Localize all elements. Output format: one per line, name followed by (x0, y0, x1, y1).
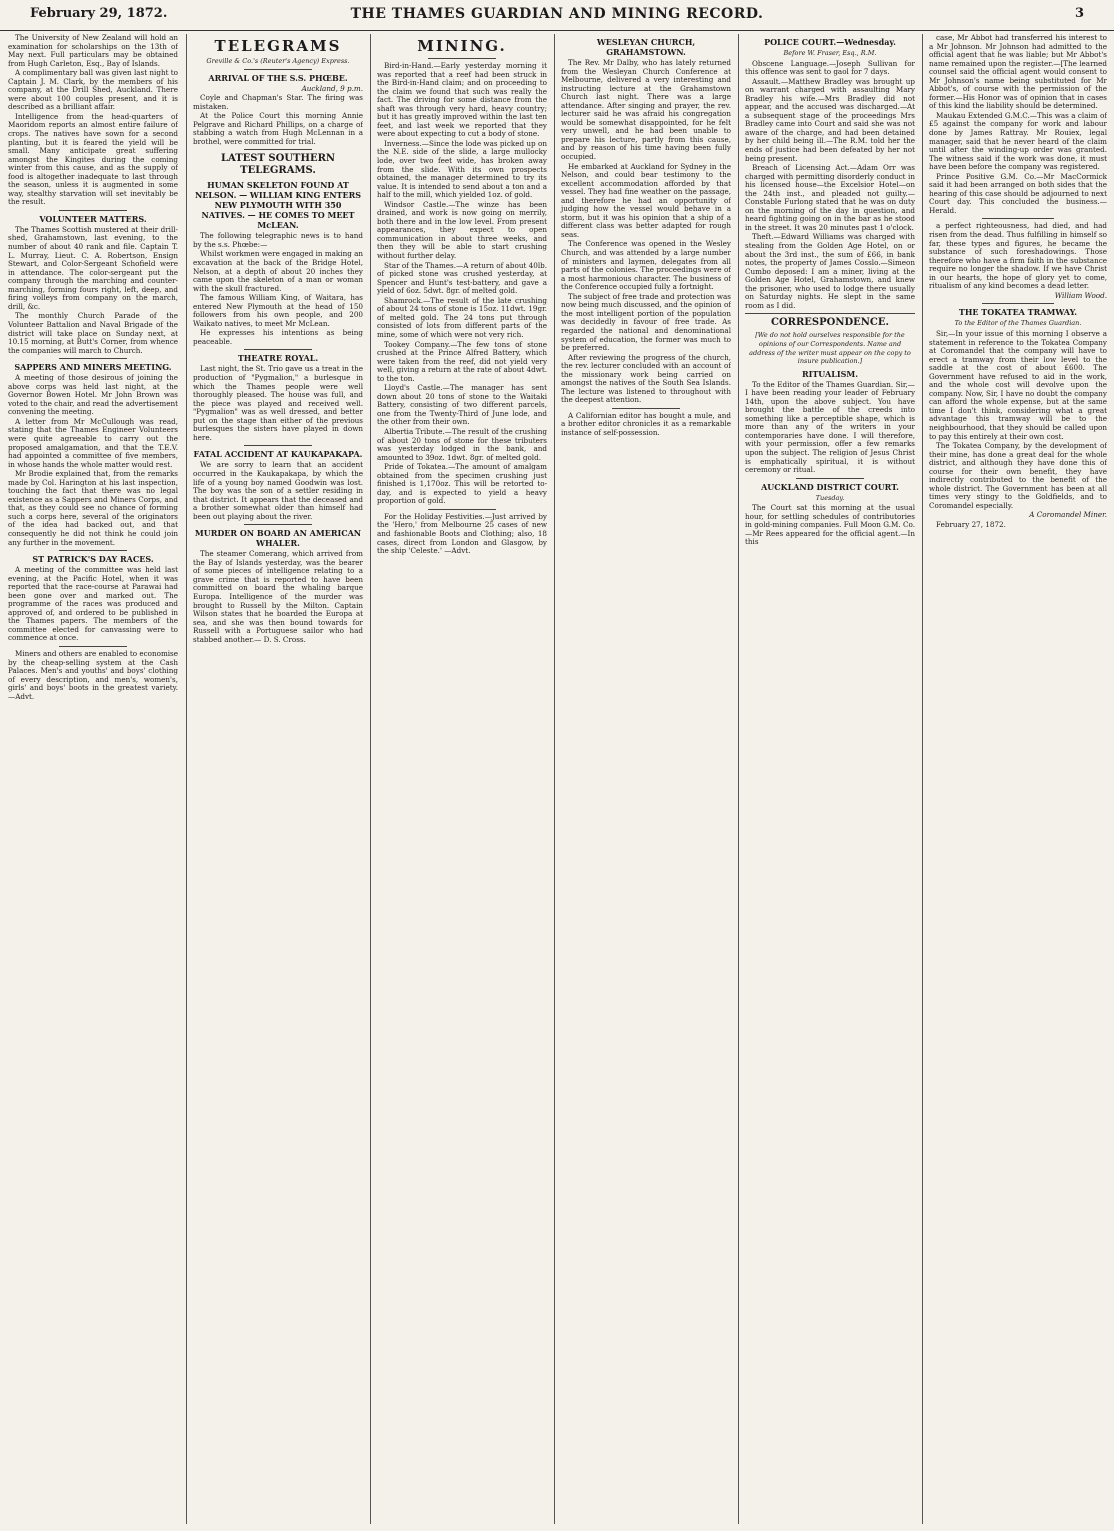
masthead (0, 0, 1114, 31)
article-paragraph: Intelligence from the head-quarters of Maoridom reports an almost entire failure of crops. The natives have sown for a second planting, but it is feared the yield will be small. Many anticipate great suffering amongst the Kingites during the coming winter from this cause, and as the supply of food is altogether inadequate to last through the season, unless it is augmented in some way, stealthy starvation will set inevitably be the result. (8, 111, 178, 207)
court-report: The Court sat this morning at the usual hour, for settling schedules of contributories in gold-mining companies. Full Moon G.M. Co.—Mr Rees appeared for the official agent.—In this (745, 503, 915, 547)
mining-report: Star of the Thames.—A return of about 40lb. of picked stone was crushed yesterday, at Spencer and Hunt's test-battery, and gave a yield of 6oz. 5dwt. 8gr. of melted gold. (377, 260, 547, 296)
divider (428, 58, 496, 59)
district-court-day: Tuesday. (815, 493, 845, 502)
article-paragraph: A meeting of those desirous of joining the above corps was held last night, at the Governor Bowen Hotel. Mr John Brown was voted to the chair, and read the advertisement convening the meeting. (8, 373, 178, 417)
article-paragraph: The famous William King, of Waitara, has entered New Plymouth at the head of 150 followers from his own people, and 200 Waikato natives, to meet Mr McLean. (193, 293, 363, 328)
article-paragraph: A complimentary ball was given last night to Captain J. M. Clark, by the members of his company, at the Drill Shed, Auckland. There were about 100 couples present, and it is described as a brilliant affair. (8, 68, 178, 112)
mining-report: Lloyd's Castle.—The manager has sent down about 20 tons of stone to the Waitaki Battery, consisting of two different parcels, one from the Twenty-Third of June lode, and the other from their own. (377, 383, 547, 427)
headline-police-court: POLICE COURT.—Wednesday. (764, 37, 896, 47)
divider (745, 313, 915, 314)
article-paragraph: Last night, the St. Trio gave us a treat in the production of "Pygmalion," a burlesque in which the Thames people were well thoroughly pleased. The house was full, and the piece was played and received well. "Pygmalion" was as well dressed, and better put on the stage than either of the previous burlesques the sisters have played in down here. (193, 364, 363, 442)
article-paragraph: The Conference was opened in the Wesley Church, and was attended by a large number of ministers and laymen, delegates from all parts of the colonies. The proceedings were of a most harmonious character. The business of the Conference occupied fully a fortnight. (561, 239, 731, 292)
mining-report: Shamrock.—The result of the late crushing of about 24 tons of stone is 15oz. 11dwt. 19gr. of melted gold. The 24 tons put through consisted of lots from different parts of the mine, some of which were not very rich. (377, 295, 547, 339)
divider (796, 478, 864, 479)
article-paragraph: The following telegraphic news is to hand by the s.s. Phœbe:— (193, 231, 363, 249)
headline-correspondence: CORRESPONDENCE. (770, 317, 889, 329)
article-paragraph: The steamer Comerang, which arrived from the Bay of Islands yesterday, was the bearer of some pieces of intelligence relating to a grave crime that is reported to have been committed on board the whaling barque Europa. Intelligence of the murder was brought to Russell by the Milton. Captain Wilson states that he boarded the Europa at sea, and she was then bound towards for Russell with a Portuguese sailor who had stabbed another.— D. S. Cross. (193, 549, 363, 644)
column-1 (8, 34, 178, 1524)
article-paragraph: Whilst workmen were engaged in making an excavation at the back of the Bridge Hotel, Nelson, at a depth of about 20 inches they came upon the skeleton of a man or woman with the skull fractured. (193, 249, 363, 293)
mining-report: Bird-in-Hand.—Early yesterday morning it was reported that a reef had been struck in the Bird-in-Hand claim; and on proceeding to the claim we found that such was really the fact. The driving for some distance from the shaft was through very hard, heavy country; but it has greatly improved within the last ten feet, and last week we reported that they were about expecting to cut a body of stone. (377, 61, 547, 139)
article-paragraph: The Thames Scottish mustered at their drill-shed, Grahamstown, last evening, to the number of about 40 rank and file. Captain T. L. Murray, Lieut. C. A. Robertson, Ensign Stewart, and Color-Sergeant Schofield were in attendance. The color-sergeant put the company through the marching and counter-marching, forming fours right, left, deep, and firing volleys from company on the march, drill, &c. (8, 224, 178, 311)
issue-date: February 29, 1872. (30, 6, 168, 21)
page-number: 3 (1074, 6, 1084, 21)
divider (244, 445, 312, 446)
headline-volunteer-matters: VOLUNTEER MATTERS. (39, 213, 147, 224)
headline-southern-telegrams: LATEST SOUTHERN TELEGRAMS. (220, 153, 336, 177)
letter-paragraph: The Tokatea Company, by the development of their mine, has done a great deal for the whole district, and although they have done this of course for their own benefit, they have indirectly contributed to the benefit of the whole district. The Government has been at all times very stingy to the Goldfields, and to Coromandel especially. (929, 441, 1107, 510)
divider (244, 524, 312, 525)
divider (59, 550, 127, 551)
mining-report: Pride of Tokatea.—The amount of amalgam obtained from the specimen crushing just finished is 1,170oz. This will be retorted to-day, and is expected to yield a heavy proportion of gold. (377, 462, 547, 506)
divider (244, 149, 312, 150)
court-report: Maukau Extended G.M.C.—This was a claim of £5 against the company for work and labour done by James Rattray. Mr Rouiex, legal manager, said that he never heard of the claim until after the winding-up order was granted. The witness said if the work was done, it must have been before the company was registered. (929, 110, 1107, 172)
dateline: Auckland, 9 p.m. (301, 83, 363, 93)
divider (982, 303, 1053, 304)
letter-signature: William Wood. (1054, 290, 1107, 300)
article-paragraph: At the Police Court this morning Annie Pelgrave and Richard Phillips, on a charge of stabbing a watch from Hugh McLennan in a brothel, were committed for trial. (193, 111, 363, 146)
headline-fatal-accident: FATAL ACCIDENT AT KAUKAPAKAPA. (193, 449, 363, 460)
headline-arrival-phoebe: ARRIVAL OF THE S.S. PHŒBE. (208, 72, 348, 83)
tramway-addressee: To the Editor of the Thames Guardian. (954, 319, 1082, 328)
headline-wesleyan-church: WESLEYAN CHURCH, GRAHAMSTOWN. (596, 37, 696, 57)
letter-signature: A Coromandel Miner. (1029, 510, 1107, 520)
headline-skeleton-nelson: HUMAN SKELETON FOUND AT NELSON. — WILLIAM KING ENTERS NEW PLYMOUTH WITH 350 NATIVES. — HE COMES TO MEET McLEAN. (194, 180, 361, 231)
article-paragraph: A letter from Mr McCullough was read, stating that the Thames Engineer Volunteers were quite agreeable to carry out the proposed amalgamation, and that the T.E.V. had appointed a committee of five members, in whose hands the whole matter would rest. (8, 416, 178, 469)
column-3 (370, 34, 547, 1524)
mining-report: Windsor Castle.—The winze has been drained, and work is now going on merrily, both there and in the low level. From present appearances, they expect to open communication in about three weeks, and then they will be able to start crushing without further delay. (377, 199, 547, 261)
column-2 (186, 34, 363, 1524)
article-paragraph: The monthly Church Parade of the Volunteer Battalion and Naval Brigade of the district will take place on Sunday next, at 10.15 morning, at Butt's Corner, from whence the companies will march to Church. (8, 311, 178, 355)
headline-theatre-royal: THEATRE ROYAL. (237, 353, 319, 364)
letter-paragraph: Sir,—In your issue of this morning I observe a statement in reference to the Tokatea Company at Coromandel that the company will have to erect a tramway from their low level to the saddle at the cost of about £600. The Government have refused to aid in the work, and the whole cost will devolve upon the company. Now, Sir, I have no doubt the company can afford the whole expense, but at the same time I don't think, considering what a great advantage this tramway will be to the neighbourhood, that they should be called upon to pay this entirely at their own cost. (929, 328, 1107, 441)
advertisement-paragraph: Miners and others are enabled to economise by the cheap-selling system at the Cash Palaces. Men's and youths' and boys' clothing of every description, and men's, women's, girls' and boys' boots in the greatest variety. —Advt. (8, 649, 178, 701)
newspaper-title: THE THAMES GUARDIAN AND MINING RECORD. (350, 6, 764, 22)
article-paragraph: He embarked at Auckland for Sydney in the Nelson, and could bear testimony to the excellent accommodation afforded by that vessel. They had fine weather on the passage, and therefore he had an opportunity of judging how the vessel would behave in a storm, but it was his opinion that a ship of a different class was better adapted for rough seas. (561, 161, 731, 239)
divider (244, 349, 312, 350)
court-report: Theft.—Edward Williams was charged with stealing from the Golden Age Hotel, on or about the 3rd inst., the sum of £66, in bank notes, the property of James Cosslo.—Simeon Cumbo deposed: I am a miner, living at the Golden Age Hotel, Grahamstown, and knew the prisoner, who used to lodge there usually on Saturday nights. He slept in the same room as I did. (745, 232, 915, 310)
column-6 (922, 34, 1107, 1524)
letter-paragraph: To the Editor of the Thames Guardian. Sir,—I have been reading your leader of February 14th, upon the above subject. You have brought the battle of the creeds into something like a perceptible shape, which is more than any of the writers in your contemporaries have done. I will therefore, with your permission, offer a few remarks upon the subject. The religion of Jesus Christ is emphatically spiritual, it is without ceremony or ritual. (745, 379, 915, 475)
letter-paragraph: a perfect righteousness, had died, and had risen from the dead. Thus fulfilling in himself so far, these types and figures, he became the substance of such foreshadowings. Those therefore who have a firm faith in the substance require no longer the shadow. If we have Christ in our hearts, the hope of glory yet to come, ritualism of any kind becomes a dead letter. (929, 221, 1107, 291)
article-paragraph: Coyle and Chapman's Star. The firing was mistaken. (193, 93, 363, 111)
divider (59, 646, 127, 647)
article-paragraph: He expresses his intentions as being peaceable. (193, 328, 363, 346)
article-paragraph: The University of New Zealand will hold an examination for scholarships on the 13th of May next. Full particulars may be obtained from Hugh Carleton, Esq., Bay of Islands. (8, 34, 178, 68)
divider (428, 509, 496, 510)
headline-ritualism: RITUALISM. (801, 368, 859, 379)
article-paragraph: The Rev. Mr Dalby, who has lately returned from the Wesleyan Church Conference at Melbourne, delivered a very interesting and instructing lecture at the Grahamstown Church last night. There was a large attendance. After singing and prayer, the rev. lecturer said he was afraid his congregation would be somewhat disappointed, for he felt very unwell, and he had been unable to prepare his lecture, partly from this cause, and by reason of his time having been fully occupied. (561, 58, 731, 162)
police-court-magistrate: Before W. Fraser, Esq., R.M. (783, 49, 877, 57)
correspondence-disclaimer: [We do not hold ourselves responsible for the opinions of our Correspondents. Name and address of the writer must appear on the copy to insure publication.] (749, 331, 911, 366)
headline-st-patricks-races: ST PATRICK'S DAY RACES. (32, 554, 154, 565)
advertisement-paragraph: For the Holiday Festivities.—Just arrived by the 'Hero,' from Melbourne 25 cases of new and fashionable Boots and Clothing; also, 18 cases, direct from London and Glasgow, by the ship 'Celeste.' —Advt. (377, 511, 547, 556)
headline-sappers-miners: SAPPERS AND MINERS MEETING. (14, 362, 172, 373)
column-4 (554, 34, 731, 1524)
article-paragraph: Mr Brodie explained that, from the remarks made by Col. Harington at his last inspection, touching the fact that there was no legal existence as a Sappers and Miners Corps, and that, as they could see no chance of forming such a corps here, several of the originators of the idea had backed out, and that consequently he did not think he could join any further in the movement. (8, 469, 178, 547)
divider (612, 408, 680, 409)
headline-district-court: AUCKLAND DISTRICT COURT. (761, 481, 899, 492)
telegrams-source: Greville & Co.'s (Reuter's Agency) Express. (206, 57, 350, 65)
divider (982, 218, 1053, 219)
divider (59, 210, 127, 211)
divider (244, 69, 312, 70)
article-paragraph: A meeting of the committee was held last evening, at the Pacific Hotel, when it was reported that the race-course at Parawai had been gone over and marked out. The programme of the races was produced and approved of, and ordered to be published in the Thames papers. The members of the committee elected for canvassing were to commence at once. (8, 565, 178, 643)
letter-date: February 27, 1872. (936, 519, 1006, 529)
court-report: Obscene Language.—Joseph Sullivan for this offence was sent to gaol for 7 days. (745, 58, 915, 77)
mining-report: Albertia Tribute.—The result of the crushing of about 20 tons of stone for these tributers was yesterday lodged in the bank, and amounted to 39oz. 1dwt. 8gr. of melted gold. (377, 426, 547, 462)
headline-mining: MINING. (417, 37, 507, 55)
article-paragraph: After reviewing the progress of the church, the rev. lecturer concluded with an account of the missionary work being carried on amongst the natives of the South Sea Islands. The lecture was listened to throughout with the deepest attention. (561, 352, 731, 405)
column-5 (738, 34, 915, 1524)
headline-telegrams: TELEGRAMS (214, 37, 342, 55)
headline-murder-whaler: MURDER ON BOARD AN AMERICAN WHALER. (194, 528, 362, 549)
article-paragraph: We are sorry to learn that an accident occurred in the Kaukapakapa, by which the life of a young boy named Goodwin was lost. The boy was the son of a settler residing in that district. It appears that the deceased and a brother somewhat older than himself had been out playing about the river. (193, 460, 363, 521)
headline-tokatea-tramway: THE TOKATEA TRAMWAY. (958, 307, 1078, 318)
filler-paragraph: A Californian editor has bought a mule, and a brother editor chronicles it as a remarkable instance of self-possession. (561, 410, 731, 437)
court-report: Breach of Licensing Act.—Adam Orr was charged with permitting disorderly conduct in his licensed house—the Excelsior Hotel—on the 24th inst., and pleaded not guilty.—Constable Furlong stated that he was on duty on the morning of the day in question, and heard fighting going on in the bar as he stood in the street. It was 20 minutes past 1 o'clock. (745, 163, 915, 232)
court-report: Assault.—Matthew Bradley was brought up on warrant charged with assaulting Mary Bradley his wife.—Mrs Bradley did not appear, and the accused was discharged.—At a subsequent stage of the proceedings Mrs Bradley came into Court and said she was not aware of the charge, and had been detained by her child being ill.—The R.M. told her the ends of justice had been defeated by her not being present. (745, 76, 915, 163)
mining-report: Tookey Company.—The few tons of stone crushed at the Prince Alfred Battery, which were taken from the reef, did not yield very well, giving a return at the rate of about 4dwt. to the ton. (377, 339, 547, 383)
mining-report: Inverness.—Since the lode was picked up on the N.E. side of the slide, a large mullocky lode, over two feet wide, has broken away from the slide. With its own prospects obtained, the manager determined to try its value. It is intended to send about a ton and a half to the mill, which yielded 1oz. of gold. (377, 138, 547, 200)
divider (59, 358, 127, 359)
article-paragraph: The subject of free trade and protection was now being much discussed, and the opinion of the most intelligent portion of the population was decidedly in favour of free trade. As regarded the national and denominational system of education, the former was much to be preferred. (561, 291, 731, 353)
court-report: Prince Positive G.M. Co.—Mr MacCormick said it had been arranged on both sides that the hearing of this case should be adjourned to next Court day. This concluded the business.—Herald. (929, 171, 1107, 215)
court-report: case, Mr Abbot had transferred his interest to a Mr Johnson. Mr Johnson had admitted to the official agent that he was liable; but Mr Abbot's name remained upon the register.—[The learned counsel said the official agent would consent to Mr Johnson's name being substituted for Mr Abbot's, of course with the permission of the former.—His Honor was of opinion that in cases of this kind the liability should be determined. (929, 34, 1107, 111)
